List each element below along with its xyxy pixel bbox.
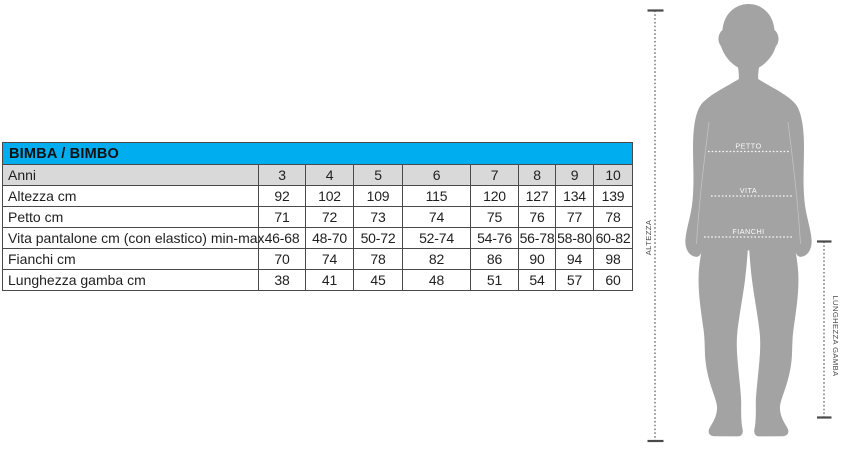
value-cell: 48 [403, 270, 471, 291]
height-label: ALTEZZA [644, 219, 654, 256]
row-label-cell: Petto cm [3, 207, 259, 228]
waist-label: VITA [739, 186, 758, 195]
value-cell: 46-68 [259, 228, 306, 249]
value-cell: 8 [519, 165, 556, 186]
age-header-row [3, 165, 633, 186]
value-cell: 86 [471, 249, 519, 270]
row-label-cell: Vita pantalone cm (con elastico) min-max [3, 228, 259, 249]
value-cell: 78 [354, 249, 403, 270]
size-table [2, 142, 633, 291]
size-table-body [3, 165, 633, 291]
value-cell: 51 [471, 270, 519, 291]
value-cell: 71 [259, 207, 306, 228]
table-title-row [3, 143, 633, 165]
value-cell: 54-76 [471, 228, 519, 249]
table-row [3, 270, 633, 291]
value-cell: 127 [519, 186, 556, 207]
value-cell: 41 [306, 270, 354, 291]
value-cell: 60 [594, 270, 633, 291]
value-cell: 6 [403, 165, 471, 186]
value-cell: 98 [594, 249, 633, 270]
chest-label: PETTO [735, 141, 762, 151]
value-cell: 56-78 [519, 228, 556, 249]
measurement-diagram [635, 0, 850, 450]
value-cell: 48-70 [306, 228, 354, 249]
value-cell: 70 [259, 249, 306, 270]
value-cell: 90 [519, 249, 556, 270]
value-cell: 109 [354, 186, 403, 207]
value-cell: 120 [471, 186, 519, 207]
value-cell: 58-80 [556, 228, 594, 249]
value-cell: 45 [354, 270, 403, 291]
hips-label: FIANCHI [732, 227, 765, 237]
row-label-cell: Anni [3, 165, 259, 186]
row-label-cell: Altezza cm [3, 186, 259, 207]
value-cell: 38 [259, 270, 306, 291]
value-cell: 78 [594, 207, 633, 228]
value-cell: 77 [556, 207, 594, 228]
table-row [3, 228, 633, 249]
leg-length-label: LUNGHEZZA GAMBA [830, 295, 840, 377]
value-cell: 54 [519, 270, 556, 291]
value-cell: 3 [259, 165, 306, 186]
value-cell: 60-82 [594, 228, 633, 249]
value-cell: 75 [471, 207, 519, 228]
value-cell: 92 [259, 186, 306, 207]
value-cell: 102 [306, 186, 354, 207]
value-cell: 4 [306, 165, 354, 186]
table-row [3, 186, 633, 207]
value-cell: 5 [354, 165, 403, 186]
value-cell: 72 [306, 207, 354, 228]
table-title: BIMBA / BIMBO [3, 143, 633, 165]
child-silhouette [685, 4, 811, 436]
value-cell: 139 [594, 186, 633, 207]
row-label-cell: Lunghezza gamba cm [3, 270, 259, 291]
value-cell: 50-72 [354, 228, 403, 249]
value-cell: 10 [594, 165, 633, 186]
value-cell: 74 [306, 249, 354, 270]
value-cell: 76 [519, 207, 556, 228]
value-cell: 9 [556, 165, 594, 186]
value-cell: 74 [403, 207, 471, 228]
value-cell: 7 [471, 165, 519, 186]
value-cell: 134 [556, 186, 594, 207]
table-row [3, 207, 633, 228]
table-row [3, 249, 633, 270]
value-cell: 82 [403, 249, 471, 270]
value-cell: 52-74 [403, 228, 471, 249]
row-label-cell: Fianchi cm [3, 249, 259, 270]
value-cell: 73 [354, 207, 403, 228]
body-diagram-svg [635, 0, 850, 450]
value-cell: 115 [403, 186, 471, 207]
value-cell: 57 [556, 270, 594, 291]
value-cell: 94 [556, 249, 594, 270]
